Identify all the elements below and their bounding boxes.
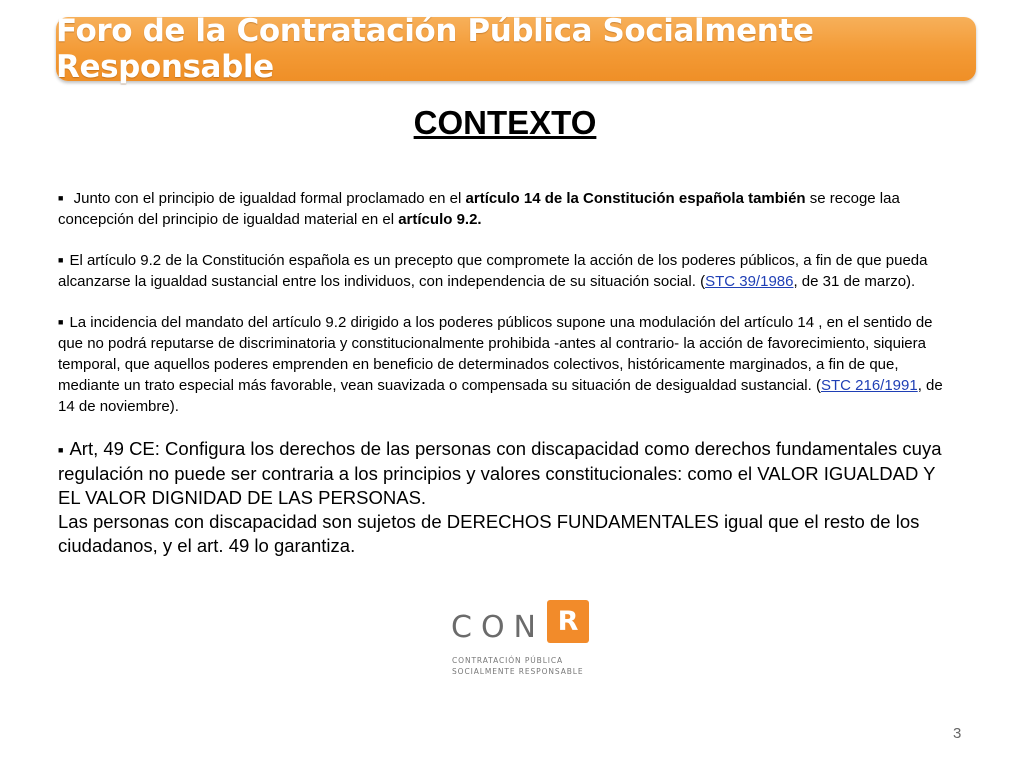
square-bullet-icon: ■ <box>58 445 64 455</box>
paragraph-2: ■ El artículo 9.2 de la Constitución española es un precepto que compromete la acción de los poderes públicos, a fin de que pueda alcanzarse la igualdad sustancial entre los individuos, con independencia de su situación social. (STC 39/1986, de 31 de marzo). <box>58 252 928 290</box>
section-heading: CONTEXTO <box>413 104 597 141</box>
banner-title: Foro de la Contratación Pública Socialmente Responsable <box>56 13 814 85</box>
title-banner <box>56 13 976 85</box>
logo-text: CON <box>451 610 546 645</box>
logo-subtitle: CONTRATACIÓN PÚBLICA SOCIALMENTE RESPONSABLE <box>452 656 584 676</box>
page-number: 3 <box>953 725 962 742</box>
stc-39-1986-link[interactable]: STC 39/1986 <box>705 273 794 290</box>
square-bullet-icon: ■ <box>58 317 64 327</box>
slide-body <box>58 188 953 558</box>
conr-logo <box>451 600 591 680</box>
paragraph-1: ■ Junto con el principio de igualdad formal proclamado en el artículo 14 de la Constitución española también se recoge laa concepción del principio de igualdad material en el artículo 9.2. <box>58 190 900 228</box>
square-bullet-icon: ■ <box>58 255 64 265</box>
stc-216-1991-link[interactable]: STC 216/1991 <box>820 377 918 394</box>
paragraph-4: ■ Art, 49 CE: Configura los derechos de las personas con discapacidad como derechos fundamentales cuya regulación no puede ser contraria a los principios y valores constitucionales: como el VALOR IGUALDAD Y EL VALOR DIGNIDAD DE LAS PERSONAS. Las personas con discapacidad son sujetos de DERECHOS FUNDAMENTALES igual que el resto de los ciudadanos, y el art. 49 lo garantiza. <box>58 438 942 556</box>
paragraph-3: ■ La incidencia del mandato del artículo 9.2 dirigido a los poderes públicos supone una modulación del artículo 14 , en el sentido de que no podrá reputarse de discriminatoria y constitucionalmente prohibida -antes al contrario- la acción de favorecimiento, siquiera temporal, que aquellos poderes emprenden en beneficio de determinados colectivos, históricamente marginados, a fin de que, mediante un trato especial más favorable, vean suavizada o compensada su situación de desigualdad sustancial. (STC 216/1991, de 14 de noviembre). <box>58 314 943 415</box>
square-bullet-icon: ■ <box>58 193 64 203</box>
logo-r-box: R <box>547 600 589 643</box>
